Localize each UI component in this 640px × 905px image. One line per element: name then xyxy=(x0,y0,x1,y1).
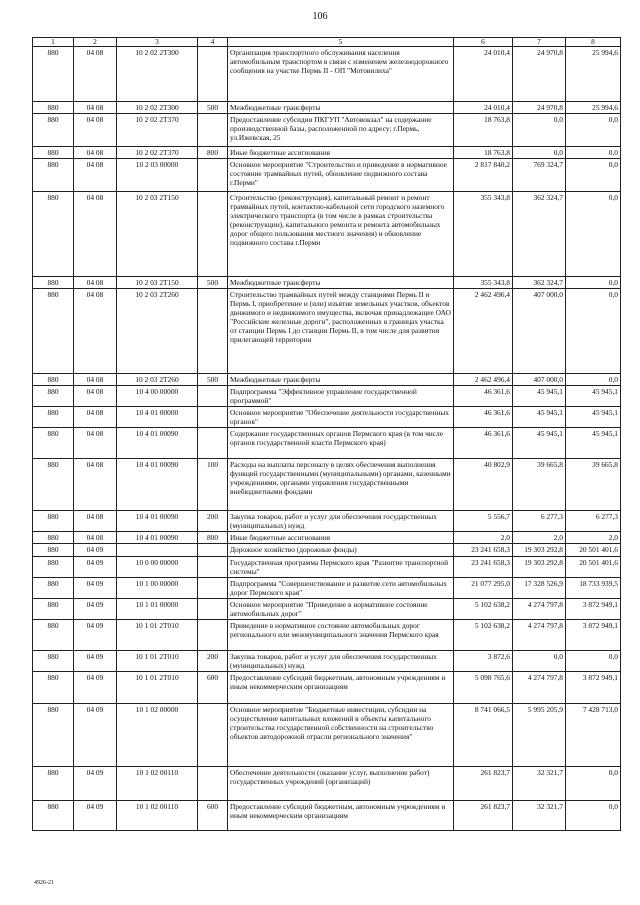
table-row xyxy=(33,511,621,532)
cell-item-name: Строительство (реконструкция), капитальный ремонт и ремонт трамвайных путей, контактно-кабельной сети городского наземного электрического транспорта (в том числе в рамках строительства (реконструкции), капитального ремонта и ремонта автомобильных дорог общего пользования местного значения) и обновление подвижного состава г.Перми xyxy=(228,192,454,277)
cell-item-name: Межбюджетные трансферты xyxy=(228,374,454,386)
column-header-5: 5 xyxy=(228,38,454,47)
cell-amount-year-3: 0,0 xyxy=(566,277,621,289)
table-row xyxy=(33,289,621,374)
cell-section-code: 04 08 xyxy=(74,277,117,289)
table-row xyxy=(33,544,621,556)
cell-amount-year-2: 19 303 292,8 xyxy=(513,544,566,556)
cell-amount-year-1: 5 556,7 xyxy=(454,511,513,532)
cell-target-code: 10 2 02 2Т300 xyxy=(117,102,198,114)
cell-amount-year-1: 5 102 638,2 xyxy=(454,619,513,650)
table-row xyxy=(33,407,621,428)
cell-admin-code: 880 xyxy=(33,159,74,192)
cell-expense-type: 200 xyxy=(198,511,228,532)
table-row xyxy=(33,598,621,619)
page-number: 106 xyxy=(312,11,328,22)
table-row xyxy=(33,428,621,459)
cell-admin-code: 880 xyxy=(33,289,74,374)
cell-target-code: 10 0 00 00000 xyxy=(117,556,198,577)
cell-amount-year-2: 2,0 xyxy=(513,532,566,544)
cell-section-code: 04 08 xyxy=(74,386,117,407)
cell-expense-type xyxy=(198,766,228,800)
cell-target-code: 10 2 02 2Т370 xyxy=(117,114,198,147)
table-row xyxy=(33,374,621,386)
cell-expense-type xyxy=(198,407,228,428)
table-row xyxy=(33,577,621,598)
cell-amount-year-2: 45 945,1 xyxy=(513,428,566,459)
table-row xyxy=(33,671,621,703)
cell-amount-year-3: 45 945,1 xyxy=(566,428,621,459)
cell-section-code: 04 09 xyxy=(74,766,117,800)
cell-target-code: 10 1 01 2Т010 xyxy=(117,671,198,703)
cell-expense-type: 500 xyxy=(198,374,228,386)
table-row xyxy=(33,159,621,192)
cell-amount-year-2: 45 945,1 xyxy=(513,407,566,428)
cell-section-code: 04 08 xyxy=(74,532,117,544)
cell-amount-year-3: 2,0 xyxy=(566,532,621,544)
cell-admin-code: 880 xyxy=(33,277,74,289)
cell-target-code: 10 2 03 2Т260 xyxy=(117,374,198,386)
cell-admin-code: 880 xyxy=(33,671,74,703)
cell-target-code: 10 2 02 2Т300 xyxy=(117,47,198,102)
table-row xyxy=(33,532,621,544)
column-header-6: 6 xyxy=(454,38,513,47)
table-row xyxy=(33,800,621,830)
table-row xyxy=(33,556,621,577)
cell-amount-year-1: 23 241 658,3 xyxy=(454,556,513,577)
cell-amount-year-3: 0,0 xyxy=(566,147,621,159)
cell-expense-type xyxy=(198,289,228,374)
cell-admin-code: 880 xyxy=(33,703,74,766)
table-row xyxy=(33,386,621,407)
budget-table xyxy=(32,37,621,831)
cell-item-name: Содержание государственных органов Пермского края (в том числе органов государственной власти Пермского края) xyxy=(228,428,454,459)
cell-amount-year-3: 3 872 949,1 xyxy=(566,598,621,619)
table-row xyxy=(33,102,621,114)
cell-admin-code: 880 xyxy=(33,47,74,102)
cell-expense-type xyxy=(198,544,228,556)
cell-section-code: 04 08 xyxy=(74,47,117,102)
cell-expense-type: 200 xyxy=(198,650,228,671)
column-header-7: 7 xyxy=(513,38,566,47)
cell-item-name: Закупка товаров, работ и услуг для обеспечения государственных (муниципальных) нужд xyxy=(228,650,454,671)
cell-section-code: 04 08 xyxy=(74,192,117,277)
cell-item-name: Подпрограмма "Совершенствование и развитие сети автомобильных дорог Пермского края" xyxy=(228,577,454,598)
cell-amount-year-2: 6 277,3 xyxy=(513,511,566,532)
table-row xyxy=(33,114,621,147)
cell-amount-year-3: 45 945,1 xyxy=(566,407,621,428)
cell-amount-year-3: 25 994,6 xyxy=(566,47,621,102)
cell-item-name: Иные бюджетные ассигнования xyxy=(228,147,454,159)
cell-item-name: Организация транспортного обслуживания населения автомобильным транспортом в связи с измененем железнодорожного сообщения на участке Пермь II - ОП "Мотовилиха" xyxy=(228,47,454,102)
cell-admin-code: 880 xyxy=(33,374,74,386)
cell-expense-type: 600 xyxy=(198,800,228,830)
cell-amount-year-3: 0,0 xyxy=(566,114,621,147)
cell-expense-type xyxy=(198,47,228,102)
cell-amount-year-2: 39 665,8 xyxy=(513,459,566,511)
cell-section-code: 04 09 xyxy=(74,619,117,650)
column-header-3: 3 xyxy=(117,38,198,47)
cell-amount-year-2: 45 945,1 xyxy=(513,386,566,407)
cell-target-code: 10 4 01 00000 xyxy=(117,407,198,428)
footer-code: 4926-21 xyxy=(34,880,54,886)
cell-amount-year-3: 0,0 xyxy=(566,766,621,800)
cell-target-code: 10 4 01 00090 xyxy=(117,511,198,532)
cell-section-code: 04 08 xyxy=(74,147,117,159)
cell-amount-year-1: 5 098 765,6 xyxy=(454,671,513,703)
cell-target-code: 10 2 03 2Т150 xyxy=(117,277,198,289)
cell-admin-code: 880 xyxy=(33,102,74,114)
cell-amount-year-2: 24 970,8 xyxy=(513,102,566,114)
cell-target-code: 10 1 01 00000 xyxy=(117,598,198,619)
cell-admin-code: 880 xyxy=(33,532,74,544)
cell-target-code: 10 1 01 2Т010 xyxy=(117,619,198,650)
cell-section-code: 04 08 xyxy=(74,102,117,114)
cell-item-name: Основное мероприятие "Обеспечение деятельности государственных органов" xyxy=(228,407,454,428)
cell-amount-year-3: 0,0 xyxy=(566,374,621,386)
cell-amount-year-3: 0,0 xyxy=(566,800,621,830)
cell-section-code: 04 09 xyxy=(74,650,117,671)
cell-amount-year-1: 23 241 658,3 xyxy=(454,544,513,556)
cell-admin-code: 880 xyxy=(33,800,74,830)
cell-expense-type xyxy=(198,159,228,192)
cell-expense-type xyxy=(198,428,228,459)
cell-section-code: 04 08 xyxy=(74,459,117,511)
cell-amount-year-3: 3 872 949,1 xyxy=(566,619,621,650)
cell-amount-year-2: 0,0 xyxy=(513,147,566,159)
cell-amount-year-2: 19 303 292,8 xyxy=(513,556,566,577)
cell-amount-year-2: 24 970,8 xyxy=(513,47,566,102)
column-header-2: 2 xyxy=(74,38,117,47)
cell-amount-year-3: 0,0 xyxy=(566,289,621,374)
cell-item-name: Основное мероприятие "Бюджетные инвестиции, субсидии на осуществление капитальных вложений в объекты капитального строительства государственной собственности на строительство объектов автодорожной отрасли регионального значения" xyxy=(228,703,454,766)
cell-section-code: 04 08 xyxy=(74,511,117,532)
cell-expense-type: 600 xyxy=(198,671,228,703)
cell-expense-type xyxy=(198,703,228,766)
cell-amount-year-1: 2 817 840,2 xyxy=(454,159,513,192)
cell-expense-type xyxy=(198,192,228,277)
cell-admin-code: 880 xyxy=(33,619,74,650)
cell-admin-code: 880 xyxy=(33,428,74,459)
cell-target-code: 10 1 02 00000 xyxy=(117,703,198,766)
cell-item-name: Иные бюджетные ассигнования xyxy=(228,532,454,544)
cell-expense-type: 500 xyxy=(198,277,228,289)
cell-admin-code: 880 xyxy=(33,766,74,800)
cell-amount-year-2: 4 274 797,8 xyxy=(513,598,566,619)
cell-section-code: 04 09 xyxy=(74,556,117,577)
cell-target-code: 10 2 03 2Т150 xyxy=(117,192,198,277)
cell-target-code: 10 4 01 00090 xyxy=(117,459,198,511)
cell-amount-year-1: 21 077 295,0 xyxy=(454,577,513,598)
cell-amount-year-1: 261 823,7 xyxy=(454,766,513,800)
cell-item-name: Приведение в нормативное состояние автомобильных дорог регионального или межмуниципального значения Пермского края xyxy=(228,619,454,650)
cell-section-code: 04 08 xyxy=(74,374,117,386)
cell-admin-code: 880 xyxy=(33,459,74,511)
cell-expense-type: 800 xyxy=(198,532,228,544)
cell-amount-year-3: 6 277,3 xyxy=(566,511,621,532)
cell-admin-code: 880 xyxy=(33,511,74,532)
cell-expense-type xyxy=(198,114,228,147)
cell-item-name: Предоставление субсидий бюджетным, автономным учреждениям и иным некоммерческим организациям xyxy=(228,800,454,830)
cell-item-name: Основное мероприятие "Строительство и приведение в нормативное состояние трамвайных путей, обновление подвижного состава г.Перми" xyxy=(228,159,454,192)
cell-amount-year-2: 32 321,7 xyxy=(513,800,566,830)
cell-target-code: 10 1 01 2Т010 xyxy=(117,650,198,671)
cell-section-code: 04 09 xyxy=(74,577,117,598)
cell-admin-code: 880 xyxy=(33,192,74,277)
cell-amount-year-2: 407 000,0 xyxy=(513,289,566,374)
cell-admin-code: 880 xyxy=(33,386,74,407)
cell-item-name: Государственная программа Пермского края "Развитие транспортной системы" xyxy=(228,556,454,577)
cell-amount-year-3: 20 501 401,6 xyxy=(566,556,621,577)
table-row xyxy=(33,703,621,766)
cell-amount-year-1: 2 462 496,4 xyxy=(454,374,513,386)
cell-item-name: Подпрограмма "Эффективное управление государственной программой" xyxy=(228,386,454,407)
cell-section-code: 04 08 xyxy=(74,289,117,374)
cell-amount-year-2: 4 274 797,8 xyxy=(513,619,566,650)
table-row xyxy=(33,147,621,159)
cell-amount-year-2: 362 324,7 xyxy=(513,192,566,277)
cell-expense-type: 500 xyxy=(198,102,228,114)
table-row xyxy=(33,192,621,277)
cell-amount-year-2: 5 995 205,9 xyxy=(513,703,566,766)
cell-admin-code: 880 xyxy=(33,147,74,159)
cell-item-name: Предоставление субсидии ПКГУП "Автовокзал" на содержание производственной базы, расположенной по адресу: г.Пермь, ул.Ижевская, 25 xyxy=(228,114,454,147)
cell-section-code: 04 09 xyxy=(74,544,117,556)
cell-amount-year-1: 24 010,4 xyxy=(454,47,513,102)
cell-amount-year-3: 7 428 713,0 xyxy=(566,703,621,766)
column-header-8: 8 xyxy=(566,38,621,47)
cell-expense-type xyxy=(198,598,228,619)
cell-amount-year-1: 18 763,8 xyxy=(454,147,513,159)
cell-amount-year-2: 4 274 797,8 xyxy=(513,671,566,703)
cell-item-name: Основное мероприятие "Приведение в нормативное состояние автомобильных дорог" xyxy=(228,598,454,619)
cell-section-code: 04 08 xyxy=(74,114,117,147)
cell-section-code: 04 09 xyxy=(74,703,117,766)
cell-amount-year-2: 32 321,7 xyxy=(513,766,566,800)
cell-target-code: 10 1 00 00000 xyxy=(117,577,198,598)
cell-expense-type xyxy=(198,386,228,407)
cell-amount-year-1: 46 361,6 xyxy=(454,386,513,407)
cell-amount-year-3: 25 994,6 xyxy=(566,102,621,114)
cell-section-code: 04 08 xyxy=(74,159,117,192)
cell-amount-year-2: 0,0 xyxy=(513,650,566,671)
cell-amount-year-2: 769 324,7 xyxy=(513,159,566,192)
cell-target-code: 10 1 02 00110 xyxy=(117,800,198,830)
cell-admin-code: 880 xyxy=(33,544,74,556)
cell-amount-year-3: 20 501 401,6 xyxy=(566,544,621,556)
cell-section-code: 04 09 xyxy=(74,598,117,619)
cell-amount-year-3: 39 665,8 xyxy=(566,459,621,511)
cell-admin-code: 880 xyxy=(33,577,74,598)
cell-section-code: 04 09 xyxy=(74,800,117,830)
cell-target-code: 10 2 03 00000 xyxy=(117,159,198,192)
cell-amount-year-2: 17 328 526,9 xyxy=(513,577,566,598)
cell-amount-year-1: 8 741 066,5 xyxy=(454,703,513,766)
cell-amount-year-1: 46 361,6 xyxy=(454,407,513,428)
cell-amount-year-1: 355 343,8 xyxy=(454,277,513,289)
cell-amount-year-3: 3 872 949,1 xyxy=(566,671,621,703)
cell-expense-type: 800 xyxy=(198,147,228,159)
cell-admin-code: 880 xyxy=(33,650,74,671)
cell-item-name: Закупка товаров, работ и услуг для обеспечения государственных (муниципальных) нужд xyxy=(228,511,454,532)
cell-amount-year-2: 407 000,0 xyxy=(513,374,566,386)
cell-amount-year-1: 40 802,9 xyxy=(454,459,513,511)
cell-item-name: Предоставление субсидий бюджетным, автономным учреждениям и иным некоммерческим организациям xyxy=(228,671,454,703)
cell-amount-year-1: 24 010,4 xyxy=(454,102,513,114)
cell-amount-year-3: 0,0 xyxy=(566,192,621,277)
cell-admin-code: 880 xyxy=(33,407,74,428)
cell-amount-year-1: 5 102 638,2 xyxy=(454,598,513,619)
table-row xyxy=(33,766,621,800)
cell-admin-code: 880 xyxy=(33,114,74,147)
cell-section-code: 04 09 xyxy=(74,671,117,703)
table-row xyxy=(33,47,621,102)
cell-amount-year-3: 0,0 xyxy=(566,159,621,192)
cell-item-name: Строительство трамвайных путей между станциями Пермь II и Пермь I, приобретение и (или) изъятие земельных участков, объектов движимого и недвижимого имущества, включая принадлежащее ОАО "Российские железные дороги", расположенных в границах участка от станции Пермь I до станции Пермь II, в том числе для развития прилегающей территории xyxy=(228,289,454,374)
cell-amount-year-1: 2,0 xyxy=(454,532,513,544)
cell-amount-year-1: 46 361,6 xyxy=(454,428,513,459)
cell-target-code: 10 2 03 2Т260 xyxy=(117,289,198,374)
cell-target-code: 10 2 02 2Т370 xyxy=(117,147,198,159)
cell-amount-year-3: 45 945,1 xyxy=(566,386,621,407)
cell-item-name: Межбюджетные трансферты xyxy=(228,277,454,289)
cell-item-name: Межбюджетные трансферты xyxy=(228,102,454,114)
cell-amount-year-3: 18 733 939,5 xyxy=(566,577,621,598)
cell-amount-year-2: 362 324,7 xyxy=(513,277,566,289)
cell-expense-type xyxy=(198,619,228,650)
cell-section-code: 04 08 xyxy=(74,428,117,459)
cell-expense-type xyxy=(198,556,228,577)
cell-target-code: 10 4 01 00090 xyxy=(117,532,198,544)
column-header-1: 1 xyxy=(33,38,74,47)
cell-amount-year-1: 355 343,8 xyxy=(454,192,513,277)
cell-target-code xyxy=(117,544,198,556)
cell-amount-year-1: 261 823,7 xyxy=(454,800,513,830)
cell-amount-year-1: 2 462 496,4 xyxy=(454,289,513,374)
cell-item-name: Дорожное хозяйство (дорожные фонды) xyxy=(228,544,454,556)
column-header-4: 4 xyxy=(198,38,228,47)
cell-amount-year-3: 0,0 xyxy=(566,650,621,671)
table-header-row xyxy=(33,38,621,47)
cell-amount-year-2: 0,0 xyxy=(513,114,566,147)
cell-target-code: 10 4 00 00000 xyxy=(117,386,198,407)
cell-expense-type xyxy=(198,577,228,598)
cell-target-code: 10 4 01 00090 xyxy=(117,428,198,459)
cell-item-name: Расходы на выплаты персоналу в целях обеспечения выполнения функций государственными (муниципальными) органами, казенными учреждениями, органами управления государственными внебюджетными фондами xyxy=(228,459,454,511)
table-row xyxy=(33,277,621,289)
cell-section-code: 04 08 xyxy=(74,407,117,428)
cell-admin-code: 880 xyxy=(33,598,74,619)
table-row xyxy=(33,459,621,511)
table-row xyxy=(33,619,621,650)
cell-amount-year-1: 18 763,8 xyxy=(454,114,513,147)
table-row xyxy=(33,650,621,671)
cell-item-name: Обеспечение деятельности (оказание услуг, выполнение работ) государственных учреждений (организаций) xyxy=(228,766,454,800)
cell-admin-code: 880 xyxy=(33,556,74,577)
cell-target-code: 10 1 02 00110 xyxy=(117,766,198,800)
cell-amount-year-1: 3 872,6 xyxy=(454,650,513,671)
cell-expense-type: 100 xyxy=(198,459,228,511)
